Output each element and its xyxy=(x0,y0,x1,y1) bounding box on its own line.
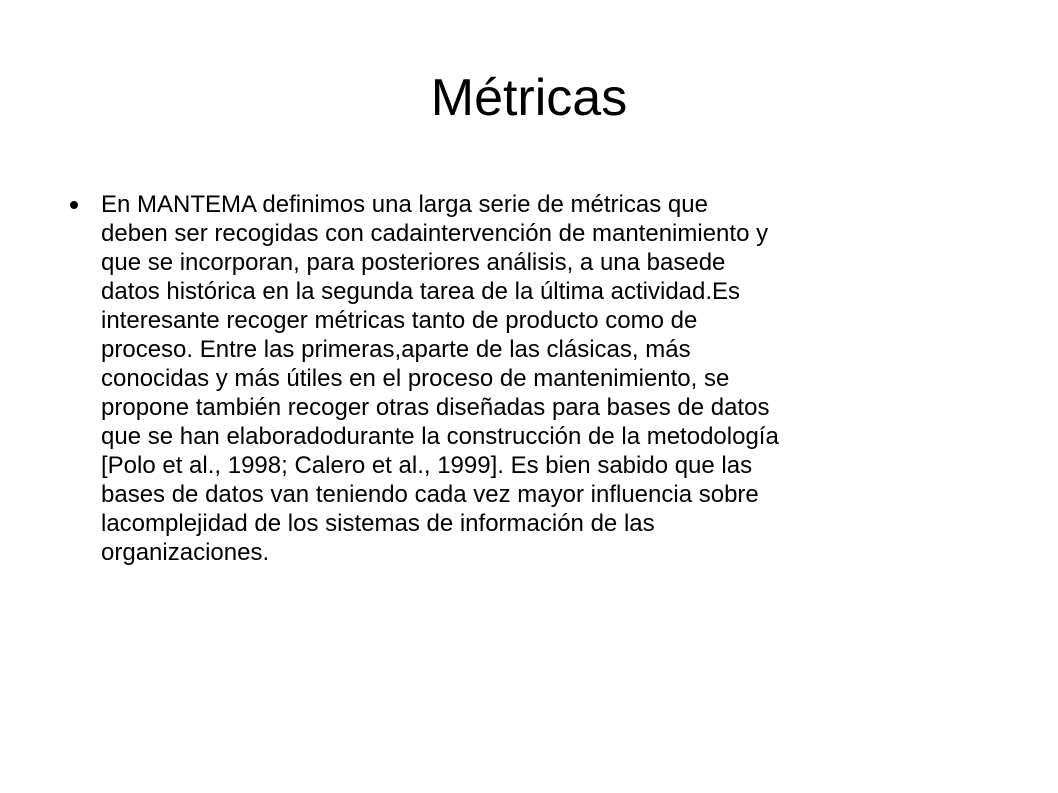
bullet-text-line: bases de datos van teniendo cada vez mayor influencia sobre xyxy=(101,481,759,508)
bullet-text-line: [Polo et al., 1998; Calero et al., 1999]. Es bien sabido que las xyxy=(101,452,753,479)
slide-title: Métricas xyxy=(430,69,628,127)
bullet-text-line: que se han elaboradodurante la construcción de la metodología xyxy=(101,423,779,450)
bullet-text-line: lacomplejidad de los sistemas de información de las xyxy=(101,510,655,537)
bullet-text-line: proceso. Entre las primeras,aparte de las clásicas, más xyxy=(101,336,691,363)
bullet-item xyxy=(70,190,1015,567)
bullet-text-line: datos histórica en la segunda tarea de la última actividad.Es xyxy=(101,278,741,305)
bullet-text-line: que se incorporan, para posteriores análisis, a una basede xyxy=(101,249,726,276)
bullet-list xyxy=(70,190,1015,567)
bullet-text-line: conocidas y más útiles en el proceso de mantenimiento, se xyxy=(101,365,730,392)
bullet-text-line: propone también recoger otras diseñadas para bases de datos xyxy=(101,394,770,421)
bullet-text-line: interesante recoger métricas tanto de producto como de xyxy=(101,307,698,334)
slide-content xyxy=(70,190,1015,567)
bullet-text-line: organizaciones. xyxy=(101,539,270,566)
bullet-text-line: En MANTEMA definimos una larga serie de métricas que xyxy=(101,191,708,218)
bullet-text-line: deben ser recogidas con cadaintervención de mantenimiento y xyxy=(101,220,769,247)
bullet-dot-icon xyxy=(70,201,78,209)
